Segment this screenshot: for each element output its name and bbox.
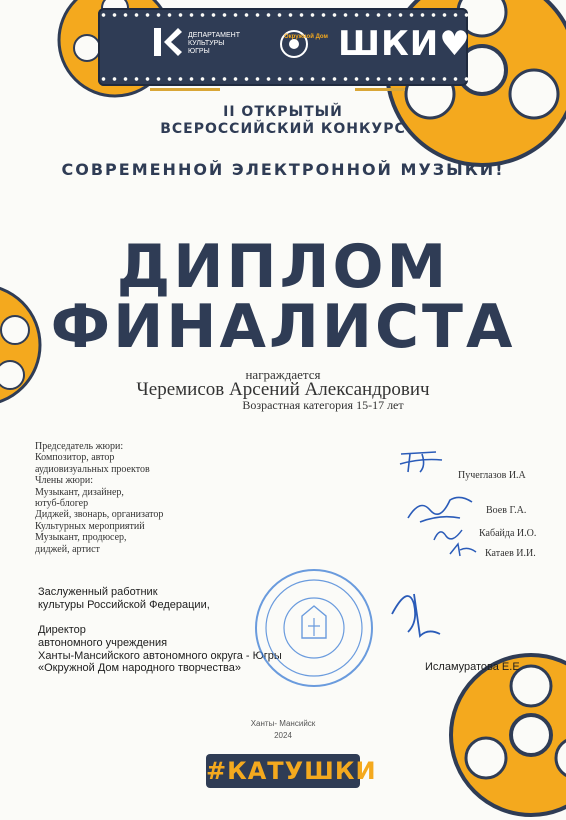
jury-signature-name: Кабайда И.О.: [479, 528, 537, 539]
culture-dept-logo-icon: [152, 26, 184, 63]
contest-subtitle: СОВРЕМЕННОЙ ЭЛЕКТРОННОЙ МУЗЫКИ!: [61, 160, 505, 179]
jury-line: Председатель жюри:: [35, 441, 124, 452]
decorative-dash: [355, 88, 405, 91]
director-name: Исламуратова Е.Е: [425, 661, 520, 673]
jury-line: аудиовизуальных проектов: [35, 463, 150, 475]
official-stamp-icon: [252, 566, 376, 695]
jury-line: Культурных мероприятий: [35, 520, 145, 532]
jury-signature-name: Воев Г.А.: [486, 505, 527, 516]
city-text: Ханты- Мансийск: [250, 719, 316, 728]
director-signature-icon: [378, 574, 448, 649]
okr-dom-logo-icon: [272, 22, 312, 67]
jury-line: Музыкант, продюсер,: [35, 532, 127, 544]
director-line: «Окружной Дом народного творчества»: [38, 662, 242, 675]
signature-1-icon: [396, 446, 446, 481]
age-category: Возрастная категория 15-17 лет: [242, 398, 404, 412]
decorative-dash: [150, 88, 220, 91]
diploma-heading: ДИПЛОМ: [116, 232, 450, 302]
okr-dom-logo-text: Окружной Дом: [284, 34, 328, 40]
director-line: Заслуженный работник: [38, 586, 158, 598]
culture-dept-logo-text: ДЕПАРТАМЕНТ КУЛЬТУРЫ ЮГРЫ: [188, 32, 241, 55]
jury-line: Музыкант, дизайнер,: [35, 486, 124, 498]
shki-logo: ШКИ♥: [338, 24, 471, 64]
director-line: автономного учреждения: [38, 636, 168, 649]
contest-title-line2: ВСЕРОССИЙСКИЙ КОНКУРС: [160, 121, 406, 137]
director-line: Ханты-Мансийского автономного округа - Югры: [38, 649, 282, 662]
jury-line: диджей, артист: [35, 543, 100, 555]
jury-signature-name: Катаев И.И.: [485, 548, 536, 559]
director-line: Директор: [38, 624, 86, 637]
jury-line: Диджей, звонарь, организатор: [35, 509, 164, 521]
finalist-heading: ФИНАЛИСТА: [50, 292, 516, 362]
jury-list: [35, 441, 185, 555]
jury-line: ютуб-блогер: [35, 498, 89, 510]
year-text: 2024: [274, 731, 292, 740]
contest-title-line1: II ОТКРЫТЫЙ: [223, 104, 343, 120]
recipient-name: Черемисов Арсений Александрович: [136, 379, 430, 400]
jury-line: Композитор, автор: [35, 452, 115, 464]
awarded-label: награждается: [245, 367, 321, 382]
director-line: культуры Российской Федерации,: [38, 598, 210, 611]
hashtag-badge: #КАТУШКИ: [206, 754, 360, 788]
jury-line: Члены жюри:: [35, 475, 94, 487]
signature-4-icon: [446, 540, 480, 565]
jury-signature-name: Пучеглазов И.А: [458, 470, 526, 481]
